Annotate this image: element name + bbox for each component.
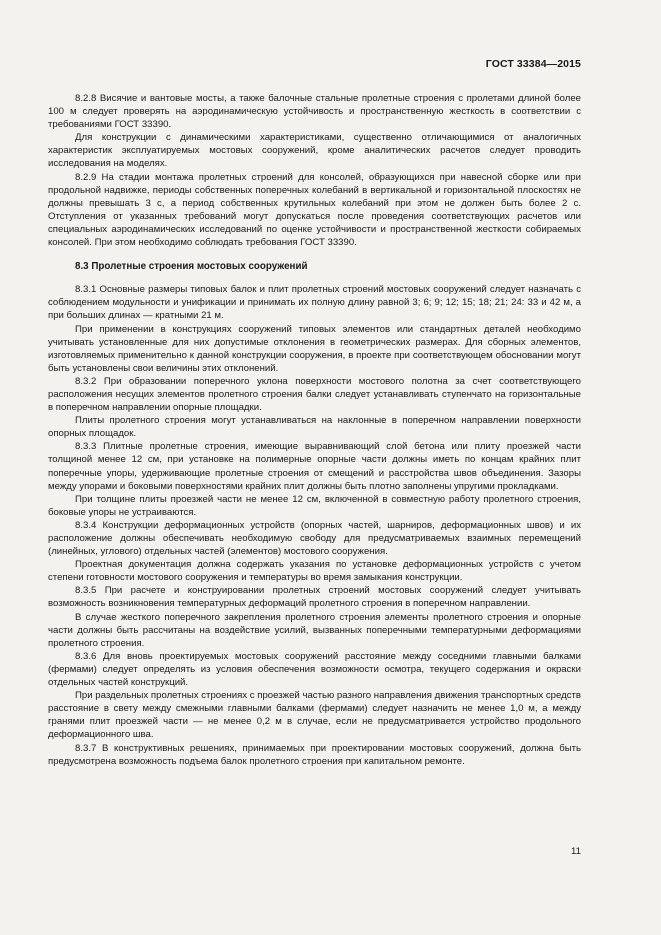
paragraph-rigid-fixing: В случае жесткого поперечного закрепления пролетного строения элементы пролетного строения и опорные части должны быть рассчитаны на воздействие усилий, вызванных поперечными температурными деформациями пролетного строения.: [48, 611, 581, 649]
paragraph-tolerances: При применении в конструкциях сооружений типовых элементов или стандартных деталей необходимо учитывать установленные для них допустимые отклонения в геометрических размерах. Для сборных элементов, изготовляемых применительно к данной конструкции сооружения, в проекте при соответствующем обосновании могут быть установлены свои величины этих отклонений.: [48, 323, 581, 374]
paragraph-8-2-9: 8.2.9 На стадии монтажа пролетных строений для консолей, образующихся при навесной сборке или при продольной надвижке, периоды собственных поперечных колебаний в вертикальной и горизонтальной плоскостях не должны превышать 3 с, а период собственных крутильных колебаний при этом не должен быть более 2 с. Отступления от указанных требований могут допускаться после проведения соответствующих расчетов или специальных аэродинамических исследований по оценке устойчивости и пространственной жесткости собираемых консолей. При этом необходимо соблюдать требования ГОСТ 33390.: [48, 171, 581, 249]
paragraph-separate-spans: При раздельных пролетных строениях с проезжей частью разного направления движения транспортных средств расстояние в свету между смежными главными балками (фермами) следует назначить не менее 1,0 м, а между гранями плит проезжей части — не менее 0,2 м в случае, если не предусматривается устройство продольного деформационного шва.: [48, 690, 581, 741]
paragraph-8-2-8: 8.2.8 Висячие и вантовые мосты, а также балочные стальные пролетные строения с пролетами длиной более 100 м следует проверять на аэродинамическую устойчивость и пространственную жесткость в соответствии с требованиями ГОСТ 33390.: [48, 93, 581, 131]
paragraph-8-3-4: 8.3.4 Конструкции деформационных устройств (опорных частей, шарниров, деформационных швов) и их расположение должны обеспечивать необходимую свободу для предусматриваемых взаимных перемещений (линейных, углового) отдельных частей (элементов) мостового сооружения.: [48, 519, 581, 558]
paragraph-8-3-1: 8.3.1 Основные размеры типовых балок и плит пролетных строений мостовых сооружений следует назначать с соблюдением модульности и унификации и принимать их полную длину равной 3; 6; 9; 12; 15; 18; 21; 24: 33 и 42 м, а при больших длинах — кратными 21 м.: [48, 284, 581, 322]
section-title-8-3: 8.3 Пролетные строения мостовых сооружений: [75, 261, 308, 273]
paragraph-8-3-7: 8.3.7 В конструктивных решениях, принимаемых при проектировании мостовых сооружений, должна быть предусмотрена возможность подъема балок пролетного строения при капитальном ремонте.: [48, 742, 581, 767]
paragraph-8-3-3: 8.3.3 Плитные пролетные строения, имеющие выравнивающий слой бетона или плиту проезжей части толщиной менее 12 см, при установке на полимерные опорные части должны иметь по концам крайних плит поперечные упоры, удерживающие пролетные строения от смещений и расстройства швов объединения. Зазоры между упорами и боковыми поверхностями крайних плит должны быть плотно заполнены упругими прокладками.: [48, 441, 581, 492]
document-body: [48, 92, 581, 768]
document-code-header: ГОСТ 33384—2015: [485, 58, 581, 70]
page-number: 11: [571, 846, 581, 857]
paragraph-project-docs: Проектная документация должна содержать указания по установке деформационных устройств с учетом степени готовности мостового сооружения и температуры во время замыкания конструкции.: [48, 559, 581, 584]
paragraph-8-3-6: 8.3.6 Для вновь проектируемых мостовых сооружений расстояние между соседними главными балками (фермами) следует определять из условия обеспечения возможности осмотра, текущего содержания и окраски отдельных частей конструкций.: [48, 650, 581, 689]
paragraph-side-stops: При толщине плиты проезжей части не менее 12 см, включенной в совместную работу пролетного строения, боковые упоры не устраиваются.: [48, 493, 581, 518]
paragraph-dynamic-models: Для конструкции с динамическими характеристиками, существенно отличающимися от аналогичных характеристик эксплуатируемых мостовых сооружений, кроме аналитических расчетов следует проводить исследования на моделях.: [48, 132, 581, 170]
paragraph-8-3-5: 8.3.5 При расчете и конструировании пролетных строений мостовых сооружений следует учитывать возможность возникновения температурных деформаций пролетного строения в поперечном направлении.: [48, 585, 581, 610]
paragraph-slabs-inclined: Плиты пролетного строения могут устанавливаться на наклонные в поперечном направлении поверхности опорных площадок.: [48, 415, 581, 440]
paragraph-8-3-2: 8.3.2 При образовании поперечного уклона поверхности мостового полотна за счет соответствующего расположения несущих элементов пролетного строения балки следует устанавливать ступенчато на горизонтальные в поперечном направлении опорные площадки.: [48, 375, 581, 414]
